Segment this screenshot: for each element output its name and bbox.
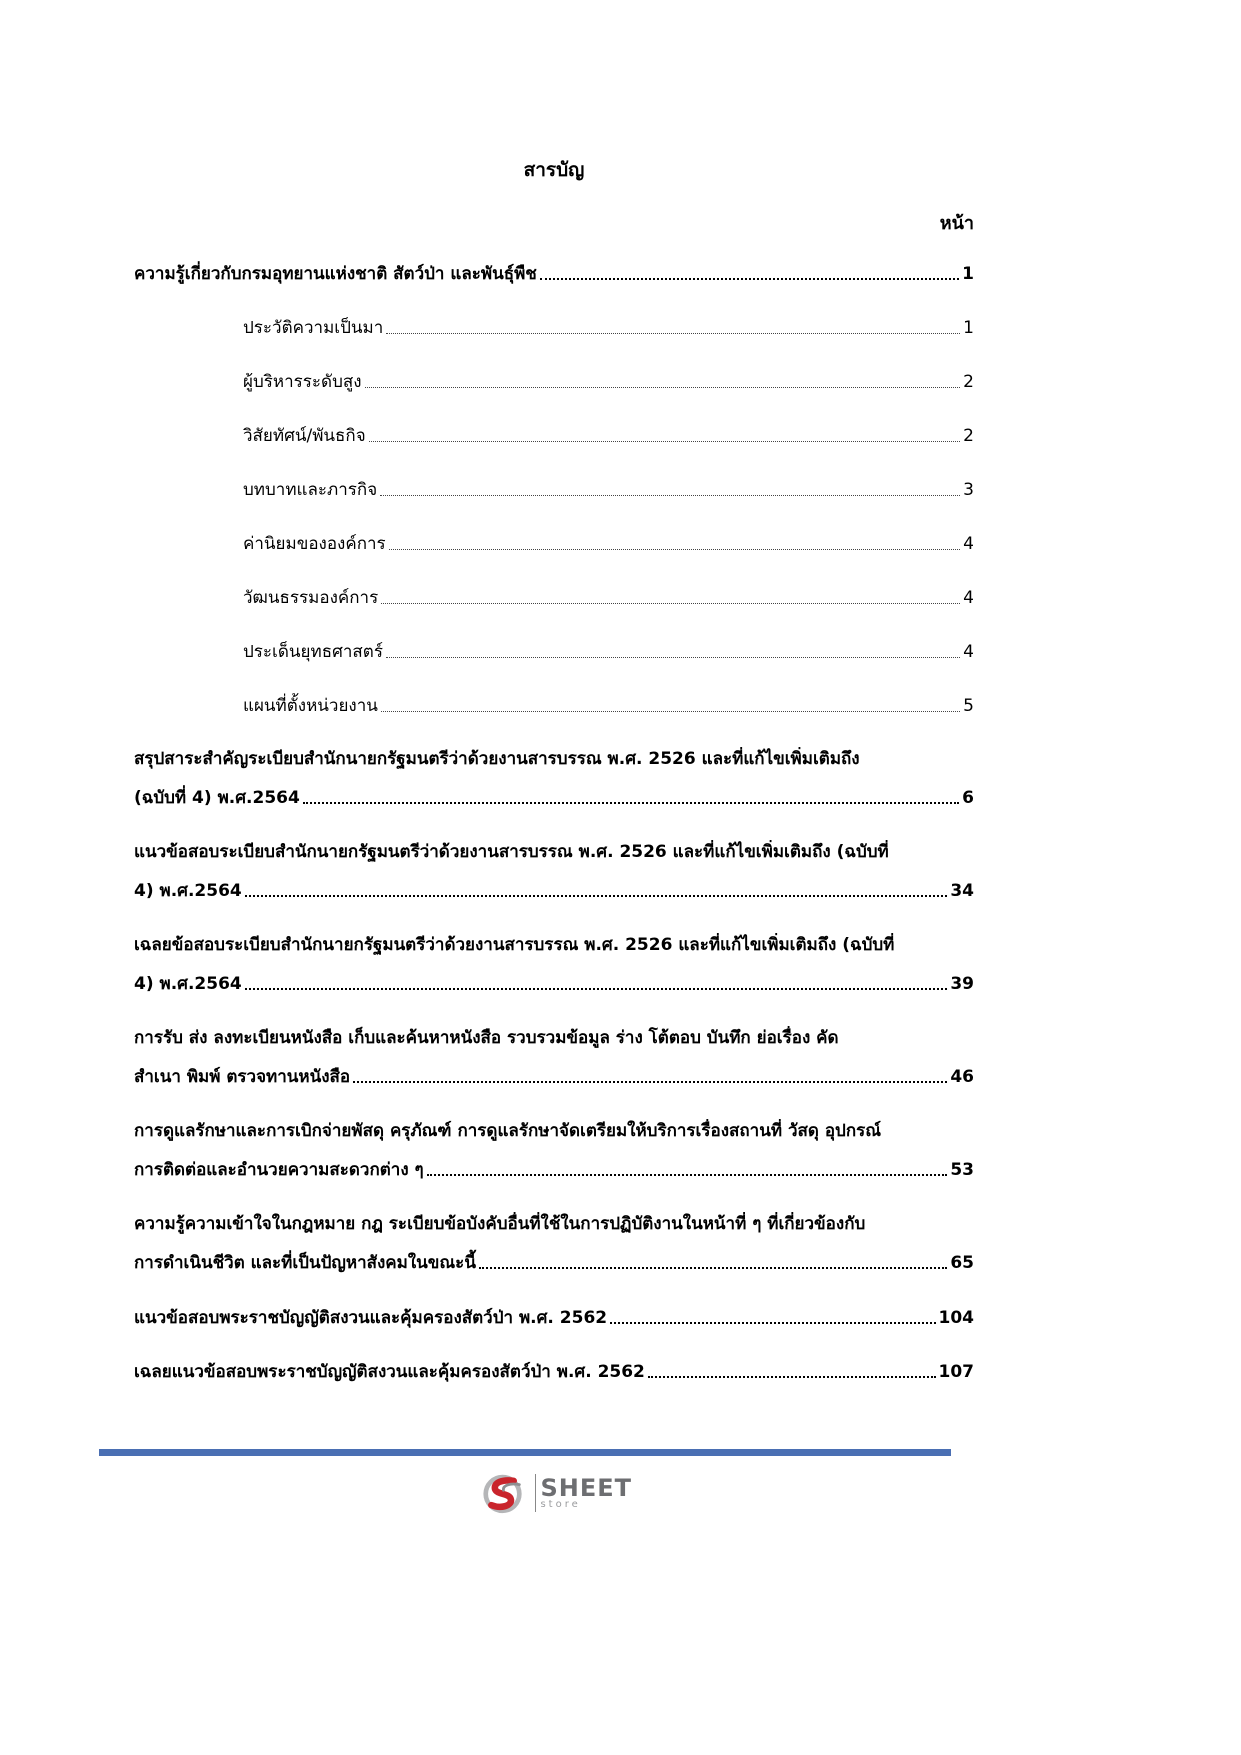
dot-leader — [381, 603, 960, 604]
toc-entry-title-line2: สำเนา พิมพ์ ตรวจทานหนังสือ — [134, 1067, 351, 1087]
toc-entry-title-line1: แนวข้อสอบระเบียบสำนักนายกรัฐมนตรีว่าด้วยงานสารบรรณ พ.ศ. 2526 และที่แก้ไขเพิ่มเติมถึง (ฉบับที่ — [134, 842, 889, 862]
toc-subentry[interactable] — [243, 532, 974, 556]
footer-rule — [99, 1449, 951, 1456]
toc-entry-title-line2: (ฉบับที่ 4) พ.ศ.2564 — [134, 788, 300, 808]
dot-leader — [303, 802, 959, 804]
toc-entry-page: 4 — [963, 534, 974, 554]
dot-leader — [386, 657, 960, 658]
sheet-store-logo-icon — [482, 1470, 531, 1516]
logo-subword: store — [540, 1499, 581, 1510]
toc-entry[interactable] — [134, 1119, 974, 1182]
toc-entry-page: 3 — [963, 480, 974, 500]
toc-entry-title: วัฒนธรรมองค์การ — [243, 588, 379, 608]
dot-leader — [369, 441, 960, 442]
dot-leader — [381, 711, 960, 712]
toc-entry[interactable] — [134, 1360, 974, 1384]
toc-entry-title-line1: สรุปสาระสำคัญระเบียบสำนักนายกรัฐมนตรีว่าด้วยงานสารบรรณ พ.ศ. 2526 และที่แก้ไขเพิ่มเติมถึง — [134, 749, 860, 769]
toc-entry-title: ค่านิยมขององค์การ — [243, 534, 386, 554]
dot-leader — [427, 1174, 948, 1176]
dot-leader — [540, 278, 959, 280]
dot-leader — [353, 1081, 947, 1083]
toc-entry-page: 6 — [962, 788, 974, 808]
toc-entry-title-line1: เฉลยข้อสอบระเบียบสำนักนายกรัฐมนตรีว่าด้วยงานสารบรรณ พ.ศ. 2526 และที่แก้ไขเพิ่มเติมถึง (ฉบับที่ — [134, 935, 895, 955]
toc-entry-title-line2: 4) พ.ศ.2564 — [134, 881, 242, 901]
toc-entry-title: ประวัติความเป็นมา — [243, 318, 384, 338]
toc-entry-page: 65 — [950, 1253, 974, 1273]
toc-subentry[interactable] — [243, 316, 974, 340]
toc-entry-title: ประเด็นยุทธศาสตร์ — [243, 642, 383, 662]
toc-entry-title-line1: การดูแลรักษาและการเบิกจ่ายพัสดุ ครุภัณฑ์ การดูแลรักษาจัดเตรียมให้บริการเรื่องสถานที่ วัสดุ อุปกรณ์ — [134, 1121, 882, 1141]
toc-entry-page: 34 — [950, 881, 974, 901]
dot-leader — [479, 1267, 947, 1269]
toc-entry-title: เฉลยแนวข้อสอบพระราชบัญญัติสงวนและคุ้มครองสัตว์ป่า พ.ศ. 2562 — [134, 1362, 645, 1382]
logo-text — [540, 1476, 632, 1510]
page-column-label: หน้า — [939, 213, 974, 234]
logo-divider — [535, 1474, 536, 1512]
toc-entry-title: วิสัยทัศน์/พันธกิจ — [243, 426, 366, 446]
toc-entry[interactable] — [134, 933, 974, 996]
toc-entry[interactable] — [134, 1026, 974, 1089]
toc-entry[interactable] — [134, 747, 974, 810]
toc-entry[interactable] — [134, 1306, 974, 1330]
toc-entry-title-line2: การดำเนินชีวิต และที่เป็นปัญหาสังคมในขณะนี้ — [134, 1253, 476, 1273]
dot-leader — [648, 1376, 936, 1378]
toc-subentry[interactable] — [243, 586, 974, 610]
toc-entry-page: 2 — [963, 426, 974, 446]
toc-entry-title: บทบาทและภารกิจ — [243, 480, 378, 500]
toc-subentry[interactable] — [243, 478, 974, 502]
dot-leader — [610, 1322, 935, 1324]
toc-entry-page: 46 — [950, 1067, 974, 1087]
toc-entry-title: แผนที่ตั้งหน่วยงาน — [243, 696, 378, 716]
toc-entry-page: 4 — [963, 642, 974, 662]
toc-subentry[interactable] — [243, 640, 974, 664]
toc-entry-page: 1 — [962, 264, 974, 284]
toc-entry-page: 53 — [950, 1160, 974, 1180]
toc-entry-page: 5 — [963, 696, 974, 716]
dot-leader — [365, 387, 961, 388]
toc-entry-title-line2: 4) พ.ศ.2564 — [134, 974, 242, 994]
toc-entry-title: ความรู้เกี่ยวกับกรมอุทยานแห่งชาติ สัตว์ป่า และพันธุ์พืช — [134, 264, 537, 284]
toc-entry-title-line1: ความรู้ความเข้าใจในกฎหมาย กฎ ระเบียบข้อบังคับอื่นที่ใช้ในการปฏิบัติงานในหน้าที่ ๆ ที่เกี่ยวข้องกับ — [134, 1214, 866, 1234]
dot-leader — [386, 333, 960, 334]
toc-entry-title-line1: การรับ ส่ง ลงทะเบียนหนังสือ เก็บและค้นหาหนังสือ รวบรวมข้อมูล ร่าง โต้ตอบ บันทึก ย่อเรื่อง คัด — [134, 1028, 839, 1048]
toc-subentry[interactable] — [243, 694, 974, 718]
toc-entry-title: ผู้บริหารระดับสูง — [243, 372, 362, 392]
toc-entry[interactable] — [134, 840, 974, 903]
toc-entry-page: 104 — [938, 1308, 974, 1328]
toc-entry-page: 39 — [950, 974, 974, 994]
toc-entry-title: แนวข้อสอบพระราชบัญญัติสงวนและคุ้มครองสัตว์ป่า พ.ศ. 2562 — [134, 1308, 608, 1328]
dot-leader — [245, 988, 948, 990]
toc-entry-page: 2 — [963, 372, 974, 392]
toc-entry[interactable] — [134, 1212, 974, 1275]
toc-entry-page: 1 — [963, 318, 974, 338]
toc-subentry[interactable] — [243, 370, 974, 394]
dot-leader — [380, 495, 960, 496]
toc-entry-page: 107 — [938, 1362, 974, 1382]
toc-subentry[interactable] — [243, 424, 974, 448]
dot-leader — [245, 895, 948, 897]
dot-leader — [389, 549, 960, 550]
page-title: สารบัญ — [523, 159, 585, 181]
toc-entry[interactable] — [134, 262, 974, 286]
logo-word: SHEET — [540, 1474, 632, 1502]
toc-entry-page: 4 — [963, 588, 974, 608]
sheet-store-logo — [482, 1470, 632, 1516]
toc-entry-title-line2: การติดต่อและอำนวยความสะดวกต่าง ๆ — [134, 1160, 424, 1180]
